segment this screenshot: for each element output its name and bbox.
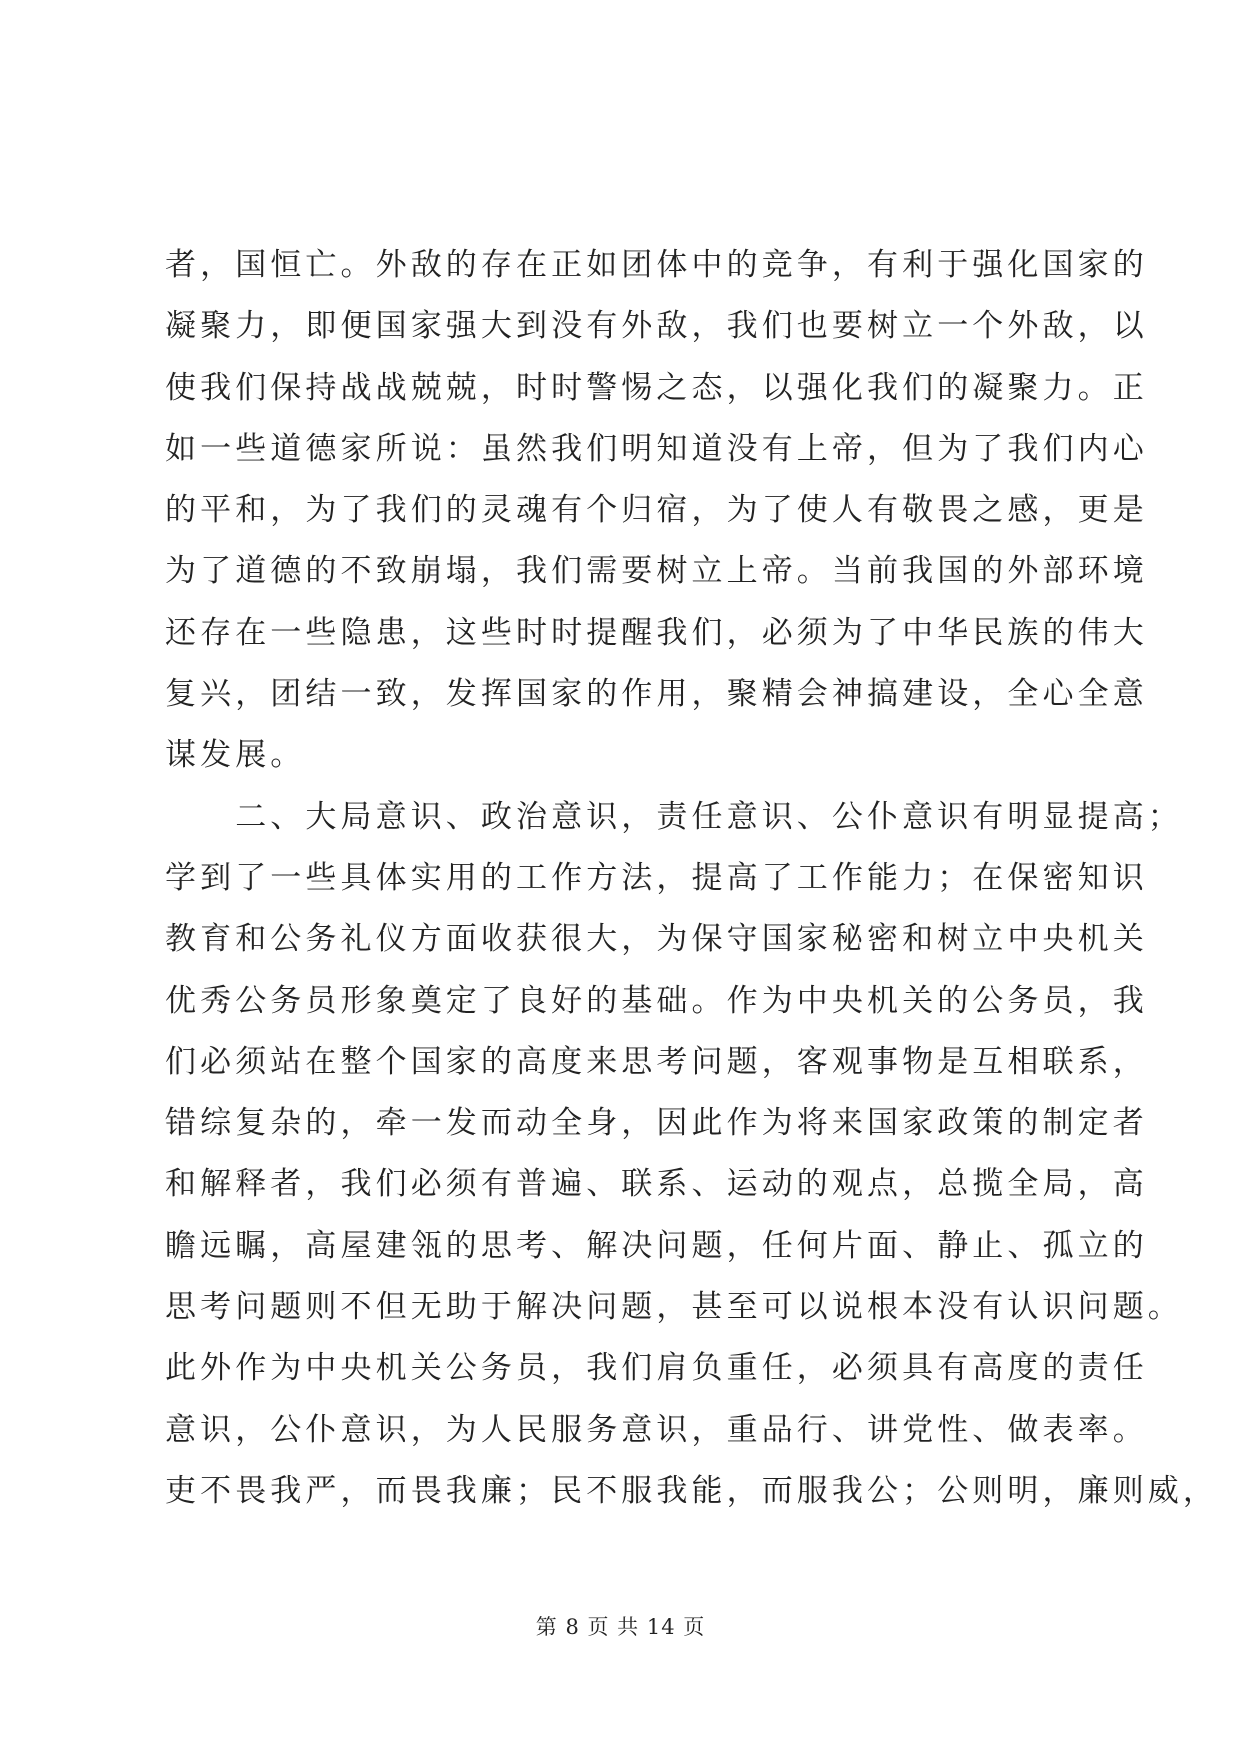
text-line-3: 使我们保持战战兢兢，时时警惕之态，以强化我们的凝聚力。正 [165,369,1148,406]
text-line-7: 还存在一些隐患，这些时时提醒我们，必须为了中华民族的伟大 [165,614,1148,651]
text-line-9: 谋发展。 [165,737,306,774]
text-line-16: 和解释者，我们必须有普遍、联系、运动的观点，总揽全局，高 [165,1166,1148,1203]
text-line-8: 复兴，团结一致，发挥国家的作用，聚精会神搞建设，全心全意 [165,676,1148,713]
text-line-10: 二、大局意识、政治意识，责任意识、公仆意识有明显提高； [165,798,1183,835]
text-line-19: 此外作为中央机关公务员，我们肩负重任，必须具有高度的责任 [165,1350,1148,1387]
body-text [165,235,1218,1522]
text-line-4: 如一些道德家所说：虽然我们明知道没有上帝，但为了我们内心 [165,430,1148,467]
text-line-20: 意识，公仆意识，为人民服务意识，重品行、讲党性、做表率。 [165,1411,1148,1448]
text-line-1: 者，国恒亡。外敌的存在正如团体中的竞争，有利于强化国家的 [165,247,1148,283]
text-line-15: 错综复杂的，牵一发而动全身，因此作为将来国家政策的制定者 [165,1105,1148,1142]
text-line-2: 凝聚力，即便国家强大到没有外敌，我们也要树立一个外敌，以 [165,308,1148,345]
page-number-footer: 第 8 页 共 14 页 [535,1615,706,1639]
text-line-11: 学到了一些具体实用的工作方法，提高了工作能力；在保密知识 [165,859,1148,896]
text-line-5: 的平和，为了我们的灵魂有个归宿，为了使人有敬畏之感，更是 [165,492,1148,529]
text-line-12: 教育和公务礼仪方面收获很大，为保守国家秘密和树立中央机关 [165,921,1148,958]
text-line-13: 优秀公务员形象奠定了良好的基础。作为中央机关的公务员，我 [165,982,1148,1019]
text-line-14: 们必须站在整个国家的高度来思考问题，客观事物是互相联系， [165,1043,1148,1080]
text-line-21: 吏不畏我严，而畏我廉；民不服我能，而服我公；公则明，廉则威， [165,1472,1218,1509]
text-line-17: 瞻远瞩，高屋建瓴的思考、解决问题，任何片面、静止、孤立的 [165,1227,1148,1264]
text-line-6: 为了道德的不致崩塌，我们需要树立上帝。当前我国的外部环境 [165,553,1148,590]
text-line-18: 思考问题则不但无助于解决问题，甚至可以说根本没有认识问题。 [165,1289,1183,1326]
